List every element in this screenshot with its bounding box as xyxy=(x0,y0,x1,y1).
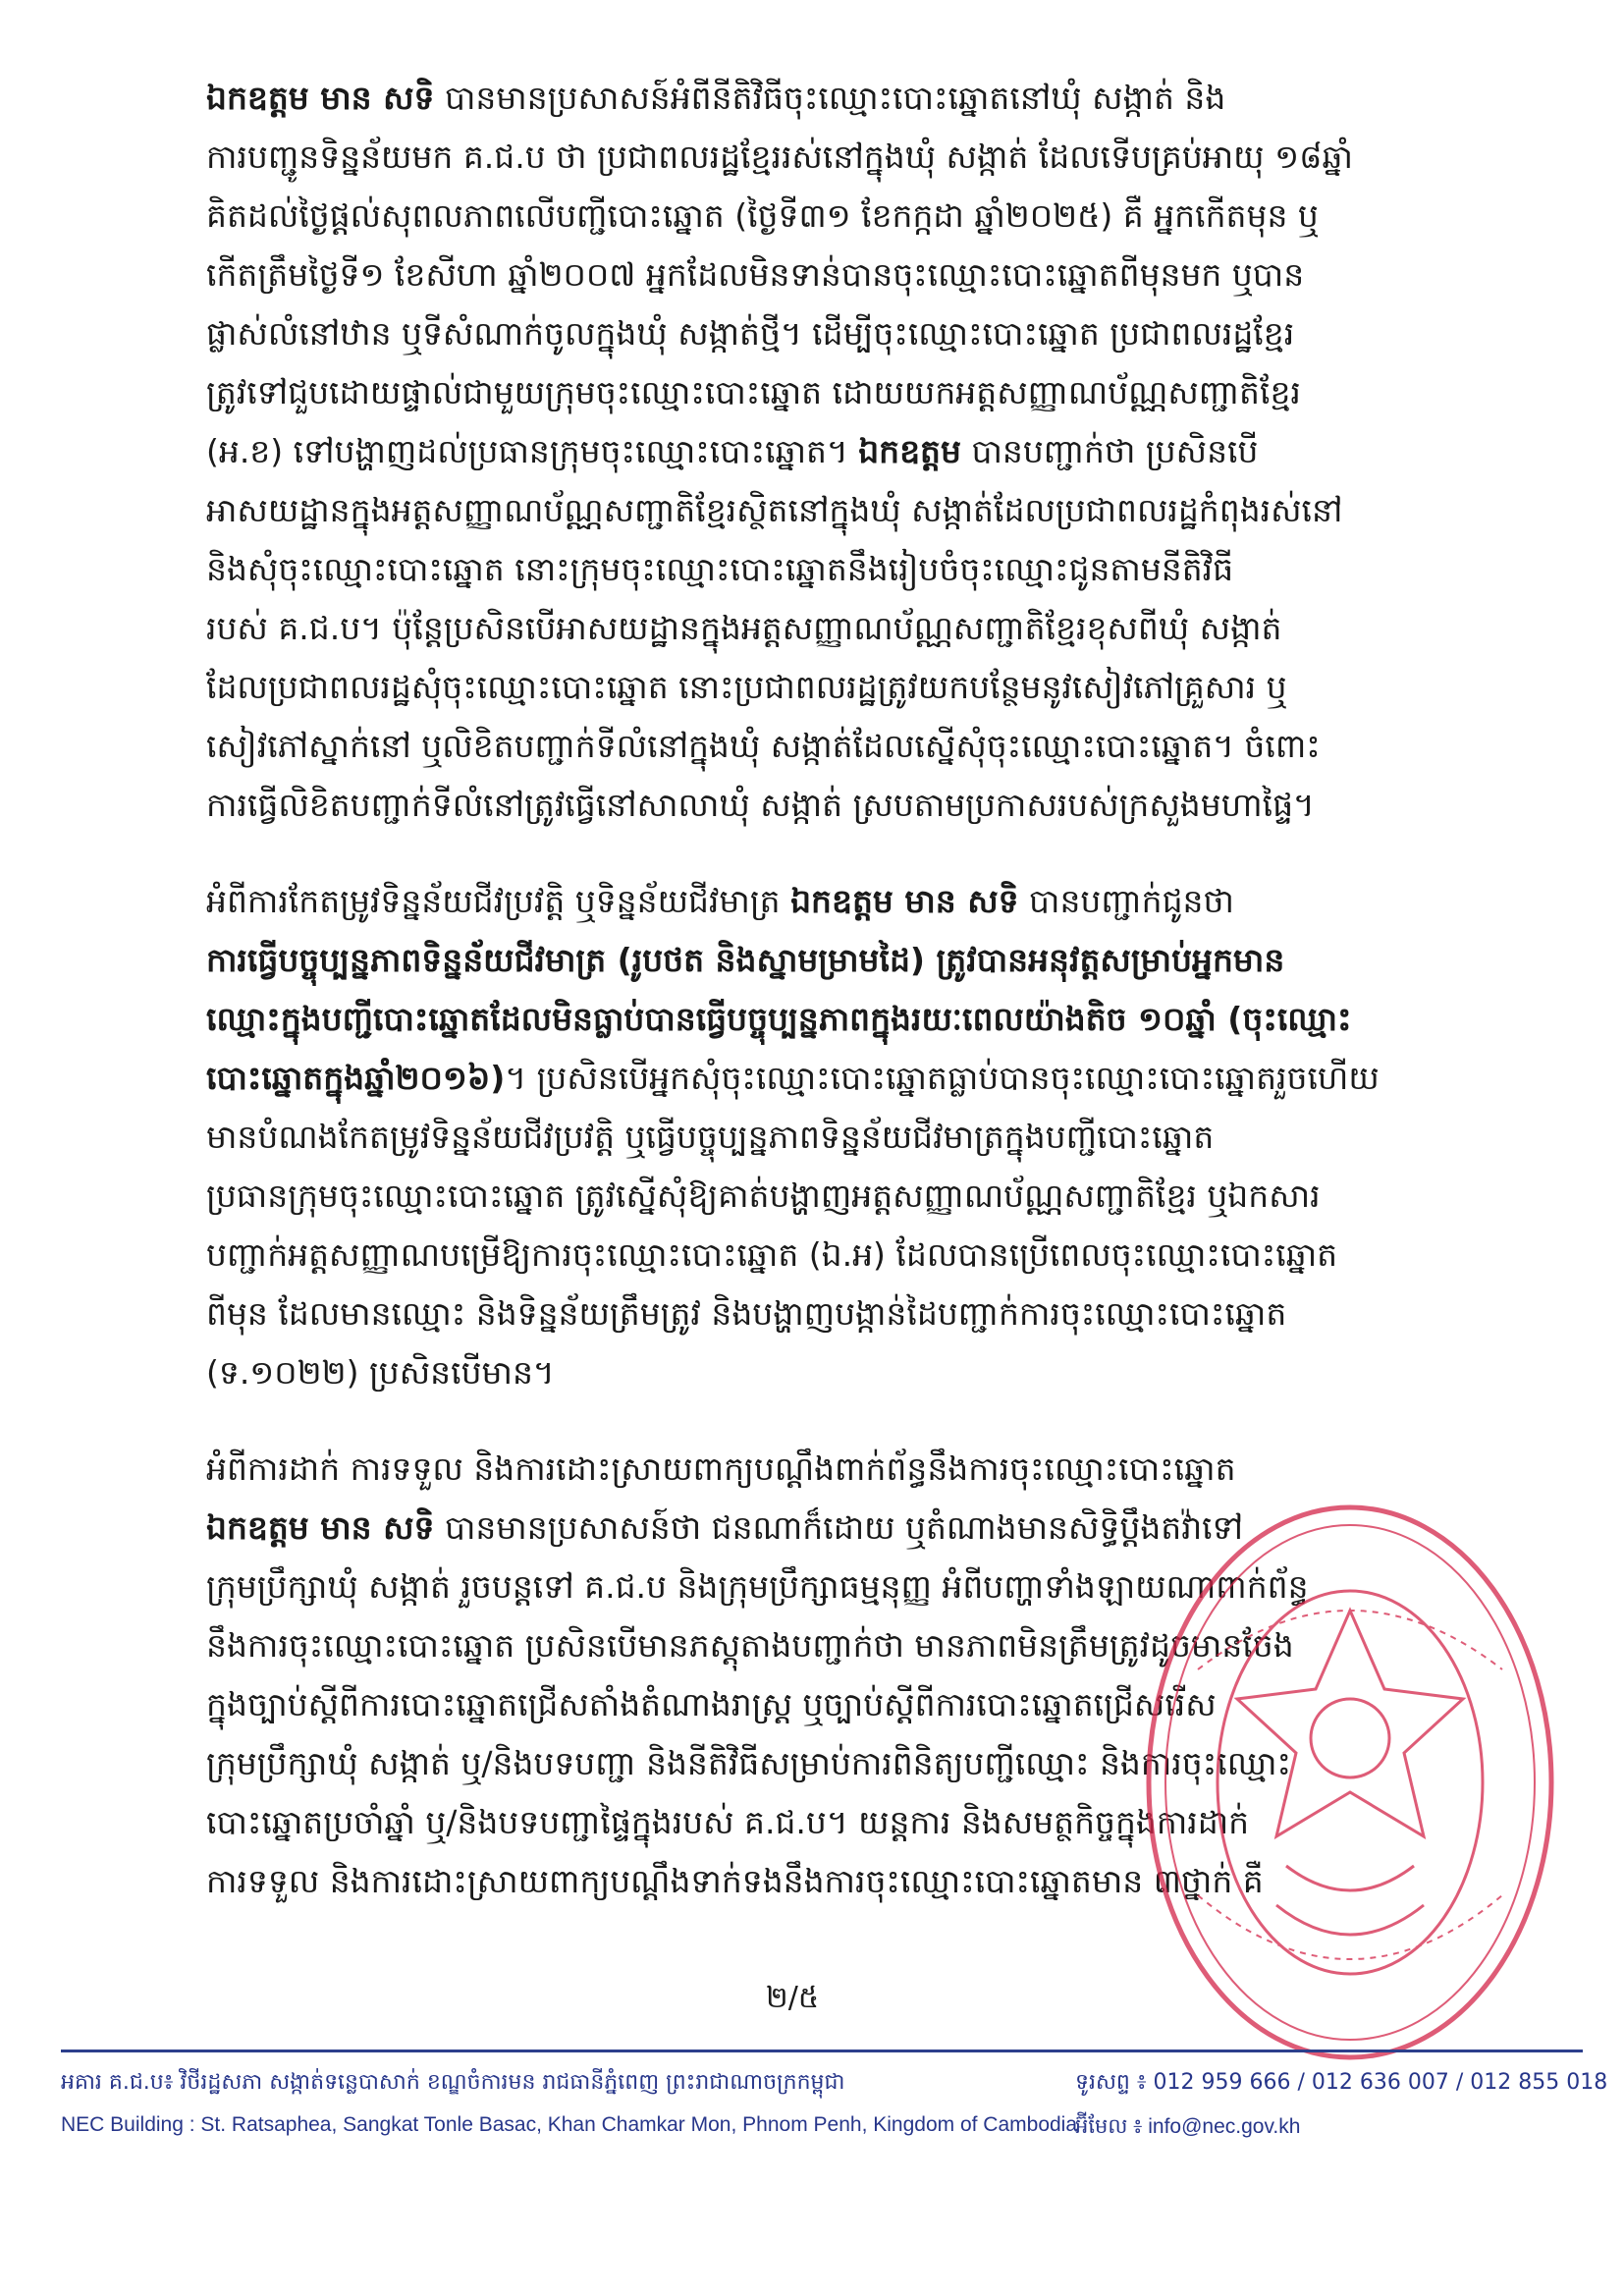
footer-address-km: អគារ គ.ជ.ប៖ វិថីរដ្ឋសភា សង្កាត់ទន្លេបាសាក់ ខណ្ឌចំការមន រាជធានីភ្នំពេញ ព្រះរាជាណាចក្រកម្ពុជា xyxy=(61,2070,845,2095)
text-line: បោះឆ្នោតប្រចាំឆ្នាំ ឬ/និងបទបញ្ជាផ្ទៃក្នុងរបស់ គ.ជ.ប។ យន្តការ និងសមត្ថកិច្ចក្នុងការដាក់ xyxy=(206,1803,1250,1841)
text-line-bold: ការធ្វើបច្ចុប្បន្នភាពទិន្នន័យជីវមាត្រ (រូបថត និងស្នាមម្រាមដៃ) ត្រូវបានអនុវត្តសម្រាប់អ្នកមាន xyxy=(206,941,1285,979)
text-line: អំពីការដាក់ ការទទួល និងការដោះស្រាយពាក្យបណ្តឹងពាក់ព័ន្ធនឹងការចុះឈ្មោះបោះឆ្នោត xyxy=(206,1449,1236,1488)
text-line: អាសយដ្ឋានក្នុងអត្តសញ្ញាណប័ណ្ណសញ្ជាតិខ្មែរស្ថិតនៅក្នុងឃុំ សង្កាត់ដែលប្រជាពលរដ្ឋកំពុងរស់នៅ xyxy=(206,491,1343,529)
text-line: សៀវភៅស្នាក់នៅ ឬលិខិតបញ្ជាក់ទីលំនៅក្នុងឃុំ សង្កាត់ដែលស្នើសុំចុះឈ្មោះបោះឆ្នោត។ ចំពោះ xyxy=(206,727,1321,765)
footer-email[interactable]: អ៊ីមែល ៖ info@nec.gov.kh xyxy=(1075,2115,1301,2138)
speaker-title: ឯកឧត្តម xyxy=(858,432,961,470)
text-line: ការធ្វើលិខិតបញ្ជាក់ទីលំនៅត្រូវធ្វើនៅសាលាឃុំ សង្កាត់ ស្របតាមប្រកាសរបស់ក្រសួងមហាផ្ទៃ។ xyxy=(206,786,1315,824)
line-text: បានមានប្រសាសន៍អំពីនីតិវិធីចុះឈ្មោះបោះឆ្នោតនៅឃុំ សង្កាត់ និង xyxy=(434,79,1226,117)
text-line-bold: ឈ្មោះក្នុងបញ្ជីបោះឆ្នោតដែលមិនធ្លាប់បានធ្វើបច្ចុប្បន្នភាពក្នុងរយៈពេលយ៉ាងតិច ១០ឆ្នាំ (ចុះឈ្មោះ xyxy=(206,1000,1352,1038)
speaker-name: ឯកឧត្តម មាន សទិ xyxy=(206,1508,435,1547)
text-line xyxy=(206,422,1620,481)
text-line: ការបញ្ជូនទិន្នន័យមក គ.ជ.ប ថា ប្រជាពលរដ្ឋខ្មែររស់នៅក្នុងឃុំ សង្កាត់ ដែលទើបគ្រប់អាយុ ១៨ឆ្នាំ xyxy=(206,137,1353,176)
text-line xyxy=(206,1049,1620,1108)
text-line xyxy=(206,872,1620,931)
text-line: ពីមុន ដែលមានឈ្មោះ និងទិន្នន័យត្រឹមត្រូវ និងបង្ហាញបង្កាន់ដៃបញ្ជាក់ការចុះឈ្មោះបោះឆ្នោត xyxy=(206,1294,1287,1333)
paragraph-2 xyxy=(206,872,1620,1402)
line-text: (អ.ខ) ទៅបង្ហាញដល់ប្រធានក្រុមចុះឈ្មោះបោះឆ្នោត។ xyxy=(206,432,859,470)
official-seal-icon xyxy=(1139,1493,1561,2072)
speaker-name: ឯកឧត្តម មាន សទិ xyxy=(790,882,1019,920)
footer-divider xyxy=(61,2050,1583,2052)
line-text: ។ ប្រសិនបើអ្នកសុំចុះឈ្មោះបោះឆ្នោតធ្លាប់បានចុះឈ្មោះបោះឆ្នោតរួចហើយ xyxy=(505,1059,1380,1097)
text-line: និងសុំចុះឈ្មោះបោះឆ្នោត នោះក្រុមចុះឈ្មោះបោះឆ្នោតនឹងរៀបចំចុះឈ្មោះជូនតាមនីតិវិធី xyxy=(206,550,1234,588)
line-text: បានមានប្រសាសន៍ថា ជនណាក៏ដោយ ឬតំណាងមានសិទ្ធិប្តឹងតវ៉ាទៅ xyxy=(434,1508,1244,1547)
text-line: ក្រុមប្រឹក្សាឃុំ សង្កាត់ រួចបន្តទៅ គ.ជ.ប និងក្រុមប្រឹក្សាធម្មនុញ្ញ អំពីបញ្ហាទាំងឡាយណាពាក់ព័ន្ធ xyxy=(206,1567,1309,1606)
text-line: ដែលប្រជាពលរដ្ឋសុំចុះឈ្មោះបោះឆ្នោត នោះប្រជាពលរដ្ឋត្រូវយកបន្ថែមនូវសៀវភៅគ្រួសារ ឬ xyxy=(206,668,1287,706)
text-line xyxy=(206,69,1620,128)
footer-address-en: NEC Building : St. Ratsaphea, Sangkat Tonle Basac, Khan Chamkar Mon, Phnom Penh, Kingdom of Cambodia xyxy=(61,2113,1078,2136)
text-line: ការទទួល និងការដោះស្រាយពាក្យបណ្តឹងទាក់ទងនឹងការចុះឈ្មោះបោះឆ្នោតមាន ៣ថ្នាក់ គឺ xyxy=(206,1862,1264,1900)
bold-text: បោះឆ្នោតក្នុងឆ្នាំ២០១៦) xyxy=(206,1059,506,1097)
line-text: បានបញ្ជាក់ថា ប្រសិនបើ xyxy=(960,432,1259,470)
text-line: កើតត្រឹមថ្ងៃទី១ ខែសីហា ឆ្នាំ២០០៧ អ្នកដែលមិនទាន់បានចុះឈ្មោះបោះឆ្នោតពីមុនមក ឬបាន xyxy=(206,255,1305,294)
text-line: របស់ គ.ជ.ប។ ប៉ុន្តែប្រសិនបើអាសយដ្ឋានក្នុងអត្តសញ្ញាណប័ណ្ណសញ្ជាតិខ្មែរខុសពីឃុំ សង្កាត់ xyxy=(206,609,1282,647)
line-text: អំពីការកែតម្រូវទិន្នន័យជីវប្រវត្តិ ឬទិន្នន័យជីវមាត្រ xyxy=(206,882,791,920)
text-line: បញ្ជាក់អត្តសញ្ញាណបម្រើឱ្យការចុះឈ្មោះបោះឆ្នោត (ឯ.អ) ដែលបានប្រើពេលចុះឈ្មោះបោះឆ្នោត xyxy=(206,1235,1338,1274)
text-line: មានបំណងកែតម្រូវទិន្នន័យជីវប្រវត្តិ ឬធ្វើបច្ចុប្បន្នភាពទិន្នន័យជីវមាត្រក្នុងបញ្ជីបោះឆ្នោត xyxy=(206,1118,1215,1156)
text-line: ផ្លាស់លំនៅឋាន ឬទីសំណាក់ចូលក្នុងឃុំ សង្កាត់ថ្មី។ ដើម្បីចុះឈ្មោះបោះឆ្នោត ប្រជាពលរដ្ឋខ្មែរ xyxy=(206,314,1295,353)
line-text: បានបញ្ជាក់ជូនថា xyxy=(1018,882,1234,920)
footer-phone: ទូរសព្ទ ៖ 012 959 666 / 012 636 007 / 012 855 018 xyxy=(1075,2070,1608,2095)
text-line: ក្នុងច្បាប់ស្តីពីការបោះឆ្នោតជ្រើសតាំងតំណាងរាស្ត្រ ឬច្បាប់ស្តីពីការបោះឆ្នោតជ្រើសរើស xyxy=(206,1685,1217,1723)
text-line: (ទ.១០២២) ប្រសិនបើមាន។ xyxy=(206,1353,555,1392)
text-line: ក្រុមប្រឹក្សាឃុំ សង្កាត់ ឬ/និងបទបញ្ជា និងនីតិវិធីសម្រាប់ការពិនិត្យបញ្ជីឈ្មោះ និងការចុះឈ្មោះ xyxy=(206,1744,1291,1782)
text-line: ត្រូវទៅជួបដោយផ្ទាល់ជាមួយក្រុមចុះឈ្មោះបោះឆ្នោត ដោយយកអត្តសញ្ញាណប័ណ្ណសញ្ជាតិខ្មែរ xyxy=(206,373,1301,411)
page-number: ២/៥ xyxy=(766,1981,820,2015)
text-line: នឹងការចុះឈ្មោះបោះឆ្នោត ប្រសិនបើមានភស្តុតាងបញ្ជាក់ថា មានភាពមិនត្រឹមត្រូវដូចមានចែង xyxy=(206,1626,1294,1665)
text-line: គិតដល់ថ្ងៃផ្តល់សុពលភាពលើបញ្ជីបោះឆ្នោត (ថ្ងៃទី៣១ ខែកក្កដា ឆ្នាំ២០២៥) គឺ អ្នកកើតមុន ឬ xyxy=(206,196,1319,235)
speaker-name: ឯកឧត្តម មាន សទិ xyxy=(206,79,435,117)
paragraph-1 xyxy=(206,69,1620,835)
text-line: ប្រធានក្រុមចុះឈ្មោះបោះឆ្នោត ត្រូវស្នើសុំឱ្យគាត់បង្ហាញអត្តសញ្ញាណប័ណ្ណសញ្ជាតិខ្មែរ ឬឯកសារ xyxy=(206,1176,1321,1215)
